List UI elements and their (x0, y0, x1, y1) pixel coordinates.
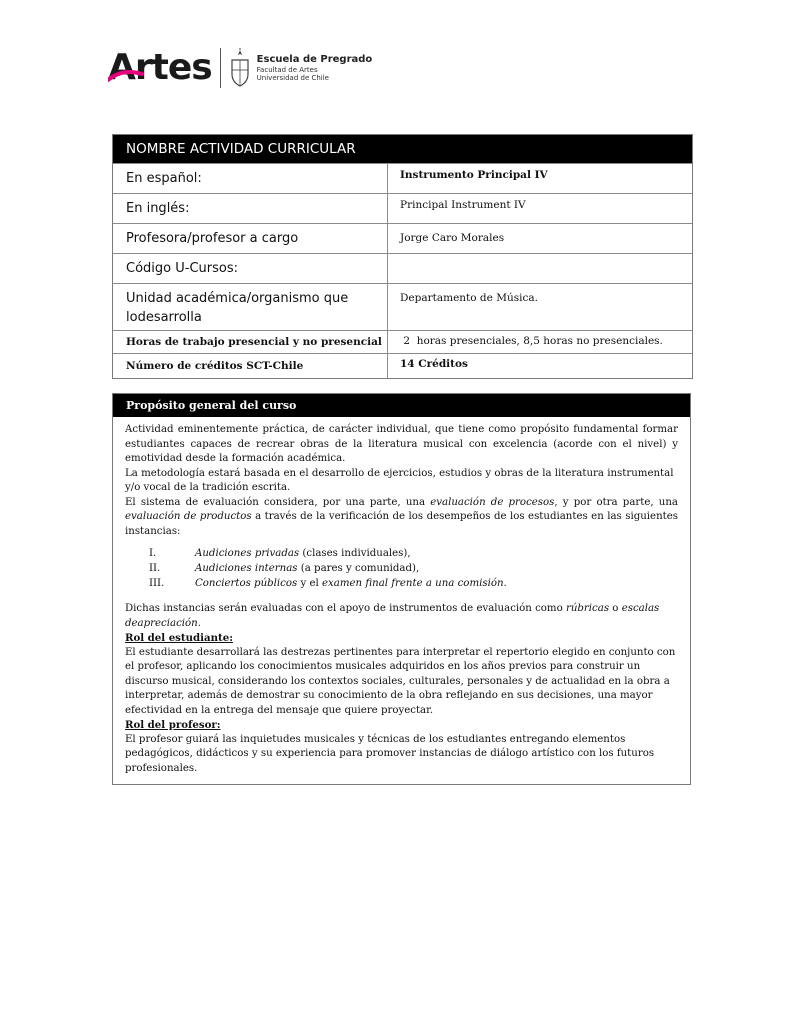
logo-wordmark: Artes (108, 47, 212, 88)
row-value: Principal Instrument IV (400, 199, 526, 211)
faculty-name: Facultad de Artes (256, 66, 318, 74)
evaluation-paragraph: El sistema de evaluación considera, por una parte, una evaluación de procesos, y por otra parte, una evaluación de productos a través de la verificación de los desempeños de los estudiantes en las siguientes instancias: (125, 496, 679, 537)
assessment-tools-paragraph: Dichas instancias serán evaluadas con el apoyo de instrumentos de evaluación como rúbricas o escalas deapreciación. (125, 603, 660, 629)
row-value (388, 254, 692, 283)
school-name: Escuela de Pregrado (256, 54, 373, 65)
row-label: Número de créditos SCT-Chile (113, 354, 388, 378)
row-value: 2 horas presenciales, 8,5 horas no presenciales. (400, 335, 663, 347)
university-name: Universidad de Chile (256, 74, 329, 82)
curricular-info-table (112, 134, 693, 379)
faculty-logo (108, 46, 372, 90)
row-label: Unidad académica/organismo que lodesarrolla (113, 284, 388, 330)
row-label: Profesora/profesor a cargo (113, 224, 388, 253)
evaluation-instances-list (125, 547, 678, 592)
table-title: NOMBRE ACTIVIDAD CURRICULAR (113, 135, 692, 163)
teacher-role-heading: Rol del profesor: (125, 719, 221, 731)
logo-divider (220, 48, 221, 88)
table-row (113, 330, 692, 353)
methodology-paragraph: La metodología estará basada en el desarrollo de ejercicios, estudios y obras de la literatura instrumental y/o vocal de la tradición escrita. (125, 467, 674, 493)
table-row (113, 223, 692, 253)
row-label: En inglés: (113, 194, 388, 223)
list-item: II. Audiciones internas (a pares y comunidad), (149, 563, 420, 574)
table-row (113, 353, 692, 378)
student-role-text: El estudiante desarrollará las destrezas pertinentes para interpretar el repertorio elegido en conjunto con el profesor, aplicando los conocimientos musicales adquiridos en los años previos para construir un discurso musical, considerando los contextos sociales, culturales, personales y de actualidad en la obra a interpretar, además de demostrar su conocimiento de la obra reflejando en sus decisiones, una mayor efectividad en la entrega del mensaje que quiere proyectar. (125, 646, 676, 716)
swoosh-icon (108, 50, 148, 90)
row-label: Código U-Cursos: (113, 254, 388, 283)
section-title: Propósito general del curso (113, 394, 690, 417)
list-item: III. Conciertos públicos y el examen final frente a una comisión. (149, 578, 507, 589)
row-value: Instrumento Principal IV (400, 169, 548, 181)
table-row (113, 193, 692, 223)
university-crest-icon (229, 48, 251, 88)
course-purpose-section (112, 393, 691, 785)
purpose-paragraph: Actividad eminentemente práctica, de carácter individual, que tiene como propósito fundamental formar estudiantes capaces de recrear obras de la literatura musical con excelencia (acorde con el nivel) y emotividad desde la formación académica. (125, 424, 678, 464)
row-value: Departamento de Música. (400, 292, 538, 304)
table-row (113, 163, 692, 193)
teacher-role-text: El profesor guiará las inquietudes musicales y técnicas de los estudiantes entregando elementos pedagógicos, didácticos y su experiencia para promover instancias de diálogo artístico con los futuros profesionales. (125, 733, 655, 774)
row-label: En español: (113, 164, 388, 193)
student-role-heading: Rol del estudiante: (125, 632, 233, 644)
table-row (113, 253, 692, 283)
table-row (113, 283, 692, 330)
row-value: 14 Créditos (400, 358, 468, 370)
row-value: Jorge Caro Morales (400, 232, 505, 244)
list-item: I. Audiciones privadas (clases individuales), (149, 548, 411, 559)
row-label: Horas de trabajo presencial y no presencial (113, 331, 388, 353)
